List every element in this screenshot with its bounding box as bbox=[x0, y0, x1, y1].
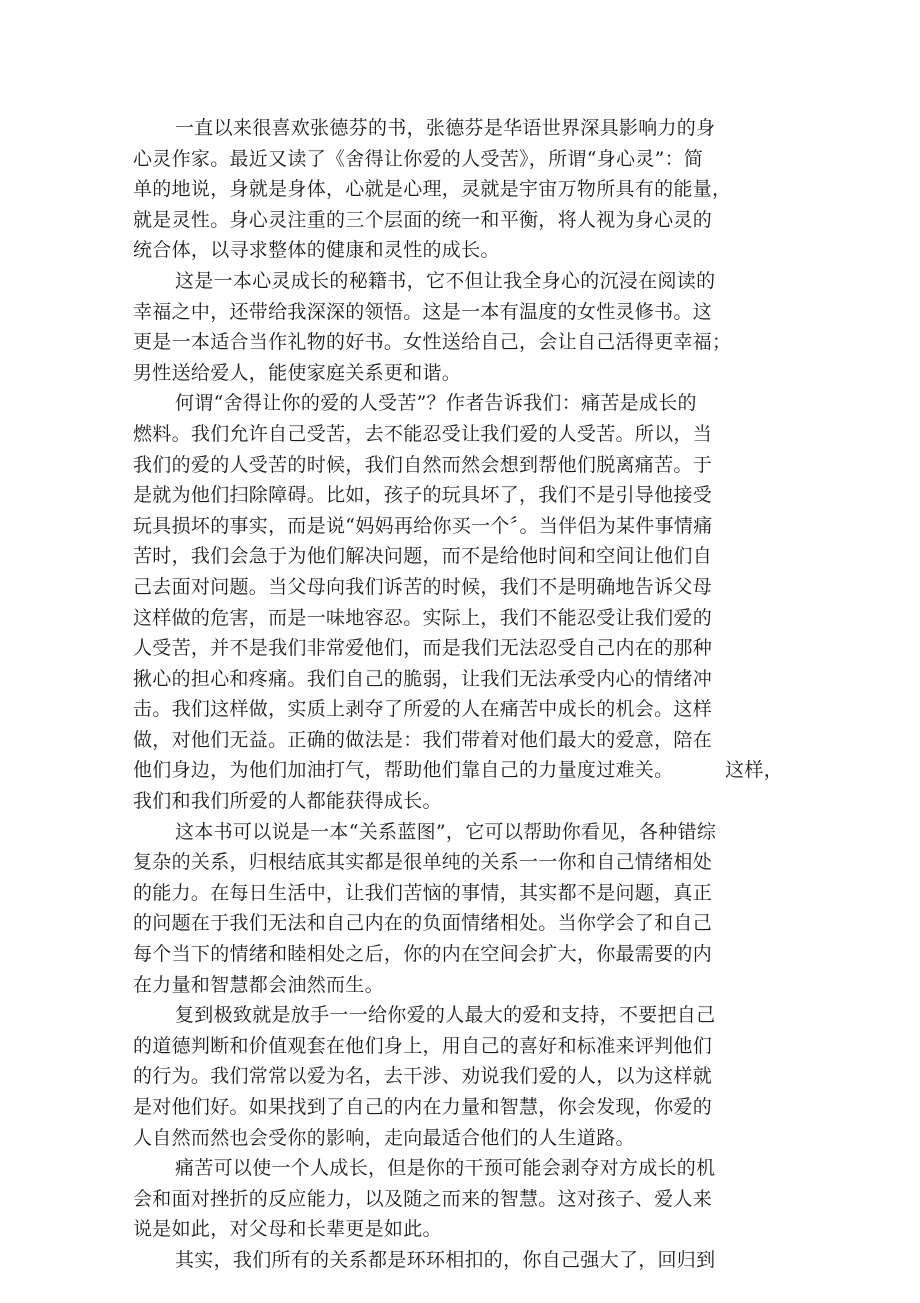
text-line: 击。我们这样做，实质上剥夺了所爱的人在痛苦中成长的机会。这样 bbox=[133, 698, 713, 721]
text-line: 复杂的关系，归根结底其实都是很单纯的关系一一你和自己情绪相处 bbox=[133, 851, 713, 874]
text-line: 一直以来很喜欢张德芬的书，张德芬是华语世界深具影响力的身 bbox=[175, 117, 716, 139]
text-line: 心灵作家。最近又读了《舍得让你爱的人受苦》，所谓“身心灵”：简 bbox=[133, 147, 704, 170]
text-line: 男性送给爱人，能使家庭关系更和谐。 bbox=[133, 361, 462, 384]
text-line: 的能力。在每日生活中，让我们苦恼的事情，其实都不是问题，真正 bbox=[133, 881, 713, 904]
paragraph bbox=[133, 817, 793, 1001]
text-line: 何谓“舍得让你的爱的人受苦”？作者告诉我们：痛苦是成长的 bbox=[175, 392, 697, 415]
text-line: 是就为他们扫除障碍。比如，孩子的玩具坏了，我们不是引导他接受 bbox=[133, 484, 713, 507]
paragraph bbox=[133, 113, 793, 266]
text-line: 的行为。我们常常以爱为名，去干涉、劝说我们爱的人，以为这样就 bbox=[133, 1065, 713, 1088]
document-body bbox=[133, 113, 793, 1276]
paragraph bbox=[133, 388, 793, 816]
text-line: 揪心的担心和疼痛。我们自己的脆弱，让我们无法承受内心的情绪冲 bbox=[133, 667, 713, 690]
text-line: 这是一本心灵成长的秘籍书，它不但让我全身心的沉浸在阅读的 bbox=[175, 269, 716, 292]
text-line: 说是如此，对父母和长辈更是如此。 bbox=[133, 1218, 442, 1241]
paragraph bbox=[133, 1153, 793, 1245]
text-line: 人自然而然也会受你的影响，走向最适合他们的人生道路。 bbox=[133, 1126, 635, 1149]
text-line: 我们和我们所爱的人都能获得成长。 bbox=[133, 790, 442, 813]
text-line: 燃料。我们允许自己受苦，去不能忍受让我们爱的人受苦。所以，当 bbox=[133, 422, 713, 445]
paragraph bbox=[133, 1245, 793, 1276]
text-line: 这本书可以说是一本“关系蓝图”，它可以帮助你看见，各种错综 bbox=[175, 820, 717, 843]
text-line: 我们的爱的人受苦的时候，我们自然而然会想到帮他们脱离痛苦。于 bbox=[133, 453, 713, 476]
text-line: 是对他们好。如果找到了自己的内在力量和智慧，你会发现，你爱的 bbox=[133, 1096, 713, 1118]
text-line: 单的地说，身就是身体，心就是心理，灵就是宇宙万物所具有的能量， bbox=[133, 178, 732, 201]
text-line: 玩具损坏的事实，而是说“妈妈再给你买一个〞。当伴侣为某件事情痛 bbox=[133, 514, 713, 537]
text-line: 人受苦，并不是我们非常爱他们，而是我们无法忍受自己内在的那种 bbox=[133, 637, 713, 660]
text-line: 幸福之中，还带给我深深的领悟。这是一本有温度的女性灵修书。这 bbox=[133, 300, 713, 323]
text-line: 就是灵性。身心灵注重的三个层面的统一和平衡，将人视为身心灵的 bbox=[133, 208, 713, 231]
paragraph bbox=[133, 1000, 793, 1153]
text-line: 的道德判断和价值观套在他们身上，用自己的喜好和标准来评判他们 bbox=[133, 1034, 713, 1057]
text-line: 的问题在于我们无法和自己内在的负面情绪相处。当你学会了和自己 bbox=[133, 912, 713, 935]
text-line: 苦时，我们会急于为他们解决问题，而不是给他时间和空间让他们自 bbox=[133, 545, 713, 568]
text-line: 其实，我们所有的关系都是环环相扣的，你自己强大了，回归到 bbox=[175, 1248, 716, 1271]
text-line: 每个当下的情绪和睦相处之后，你的内在空间会扩大，你最需要的内 bbox=[133, 943, 713, 966]
text-line: 统合体，以寻求整体的健康和灵性的成长。 bbox=[133, 239, 500, 262]
text-line: 复到极致就是放手一一给你爱的人最大的爱和支持，不要把自己 bbox=[175, 1004, 716, 1027]
text-line: 会和面对挫折的反应能力，以及随之而来的智慧。这对孩子、爱人来 bbox=[133, 1187, 713, 1210]
text-line: 做，对他们无益。正确的做法是：我们带着对他们最大的爱意，陪在 bbox=[133, 728, 713, 751]
text-line: 痛苦可以使一个人成长，但是你的干预可能会剥夺对方成长的机 bbox=[175, 1157, 716, 1180]
text-line: 这样做的危害，而是一味地容忍。实际上，我们不能忍受让我们爱的 bbox=[133, 606, 713, 629]
text-line: 更是一本适合当作礼物的好书。女性送给自己，会让自己活得更幸福； bbox=[133, 331, 732, 354]
text-line: 己去面对问题。当父母向我们诉苦的时候，我们不是明确地告诉父母 bbox=[133, 575, 713, 598]
text-line: 在力量和智慧都会油然而生。 bbox=[133, 973, 384, 996]
paragraph bbox=[133, 266, 793, 388]
trailing-word: 这样， bbox=[725, 759, 783, 782]
text-line-with-trailing-word bbox=[133, 755, 793, 786]
text-line: 他们身边，为他们加油打气，帮助他们靠自己的力量度过难关。 bbox=[133, 759, 674, 782]
